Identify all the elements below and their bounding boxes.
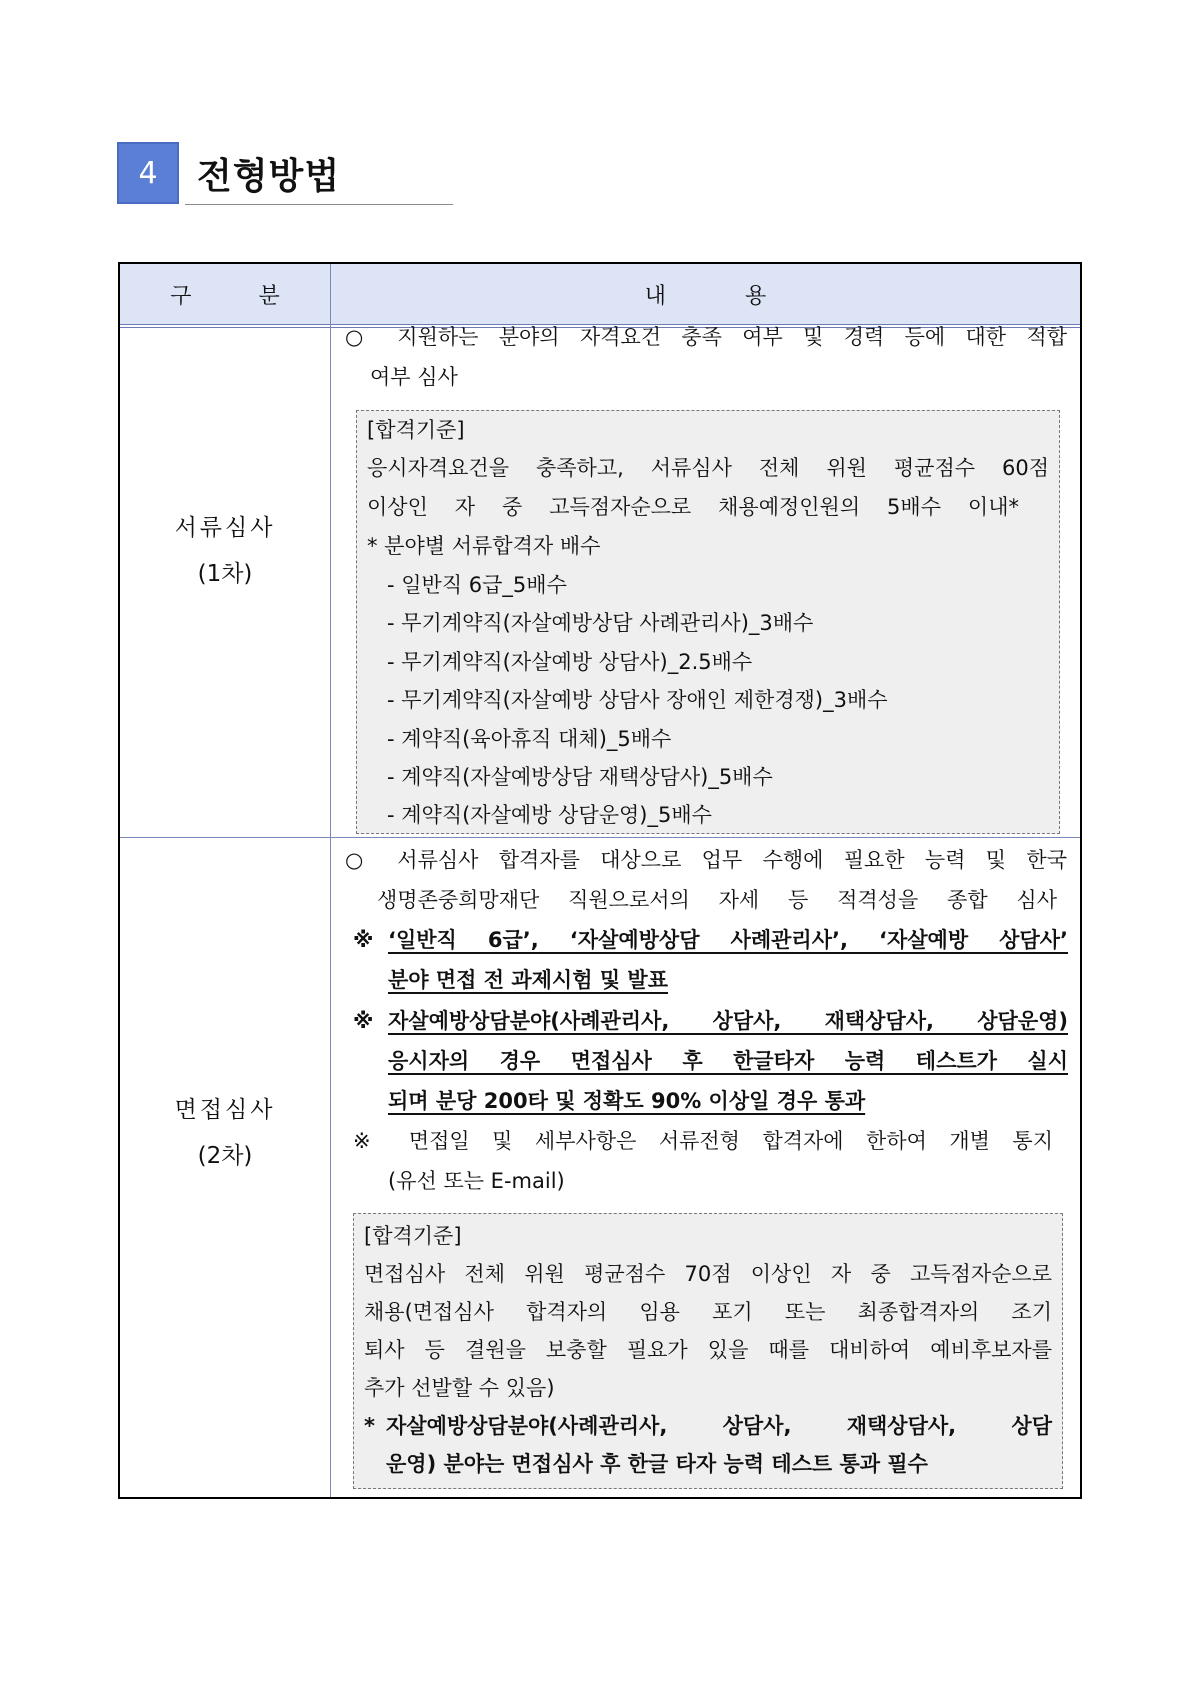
row2-box-text-line1: 면접심사 전체 위원 평균점수 70점 이상인 자 중 고득점자순으로 — [364, 1262, 1052, 1286]
row2-note1-line2: 분야 면접 전 과제시험 및 발표 — [388, 968, 668, 992]
section-number-badge: 4 — [117, 142, 179, 204]
row2-bullet-line1: ○ 서류심사 합격자를 대상으로 업무 수행에 필요한 능력 및 한국 — [345, 848, 1067, 872]
section-title: 전형방법 — [197, 156, 341, 197]
selection-method-table — [118, 262, 1082, 1499]
row-label-title: 서류심사 — [174, 515, 276, 541]
row1-box-item: - 계약직(자살예방상담 재택상담사)_5배수 — [387, 765, 773, 789]
row2-note1-line1: ‘일반직 6급’, ‘자살예방상담 사례관리사’, ‘자살예방 상담사’ — [388, 928, 1068, 952]
reference-mark: ※ — [353, 1009, 374, 1033]
row-label-interview — [120, 1087, 330, 1179]
row-label-document-screening — [120, 505, 330, 597]
asterisk-mark: * — [364, 1414, 375, 1438]
row1-box-item: - 무기계약직(자살예방상담 사례관리사)_3배수 — [387, 611, 814, 635]
row2-note2-line2: 응시자의 경우 면접심사 후 한글타자 능력 테스트가 실시 — [388, 1049, 1068, 1073]
row1-box-note: * 분야별 서류합격자 배수 — [367, 534, 601, 558]
row2-bullet-line2: 생명존중희망재단 직원으로서의 자세 등 적격성을 종합 심사 — [377, 888, 1057, 912]
section-title-underline — [185, 204, 453, 205]
row2-note3-line1: ※ 면접일 및 세부사항은 서류전형 합격자에 한하여 개별 통지 — [353, 1129, 1053, 1153]
row2-box-text-line4: 추가 선발할 수 있음) — [364, 1376, 555, 1400]
row1-box-item: - 무기계약직(자살예방 상담사)_2.5배수 — [387, 650, 753, 674]
header-content: 내 용 — [644, 283, 803, 309]
row2-pass-criteria-box — [353, 1213, 1063, 1489]
row2-box-title: [합격기준] — [364, 1224, 462, 1248]
row1-box-title: [합격기준] — [367, 418, 465, 442]
row1-bullet-line2: 여부 심사 — [370, 365, 458, 389]
row-label-title: 면접심사 — [174, 1097, 276, 1123]
header-category: 구 분 — [170, 283, 310, 309]
reference-mark: ※ — [353, 928, 374, 952]
column-divider — [330, 264, 331, 1497]
row-divider — [120, 837, 1080, 838]
row1-bullet-line1: ○ 지원하는 분야의 자격요건 충족 여부 및 경력 등에 대한 적합 — [345, 325, 1067, 349]
row2-note2-line3: 되며 분당 200타 및 정확도 90% 이상일 경우 통과 — [388, 1089, 866, 1113]
row-label-stage: (2차) — [197, 1143, 253, 1169]
row1-box-item: - 계약직(육아휴직 대체)_5배수 — [387, 727, 672, 751]
row2-box-note-line1: 자살예방상담분야(사례관리사, 상담사, 재택상담사, 상담 — [386, 1414, 1052, 1438]
section-heading — [117, 142, 453, 206]
row1-box-item: - 일반직 6급_5배수 — [387, 573, 567, 597]
row1-box-item: - 계약직(자살예방 상담운영)_5배수 — [387, 803, 712, 827]
row-label-stage: (1차) — [197, 561, 253, 587]
row2-box-text-line2: 채용(면접심사 합격자의 임용 포기 또는 최종합격자의 조기 — [364, 1300, 1052, 1324]
row1-box-item: - 무기계약직(자살예방 상담사 장애인 제한경쟁)_3배수 — [387, 688, 888, 712]
row1-pass-criteria-box — [356, 410, 1060, 834]
row2-note3-line2: (유선 또는 E-mail) — [388, 1169, 565, 1193]
row1-box-text-line1: 응시자격요건을 충족하고, 서류심사 전체 위원 평균점수 60점 — [367, 456, 1049, 480]
row2-note2-line1: 자살예방상담분야(사례관리사, 상담사, 재택상담사, 상담운영) — [388, 1009, 1068, 1033]
row2-box-note-line2: 운영) 분야는 면접심사 후 한글 타자 능력 테스트 통과 필수 — [386, 1452, 928, 1476]
row2-box-text-line3: 퇴사 등 결원을 보충할 필요가 있을 때를 대비하여 예비후보자를 — [364, 1338, 1052, 1362]
row1-box-text-line2: 이상인 자 중 고득점자순으로 채용예정인원의 5배수 이내* — [367, 495, 1019, 519]
